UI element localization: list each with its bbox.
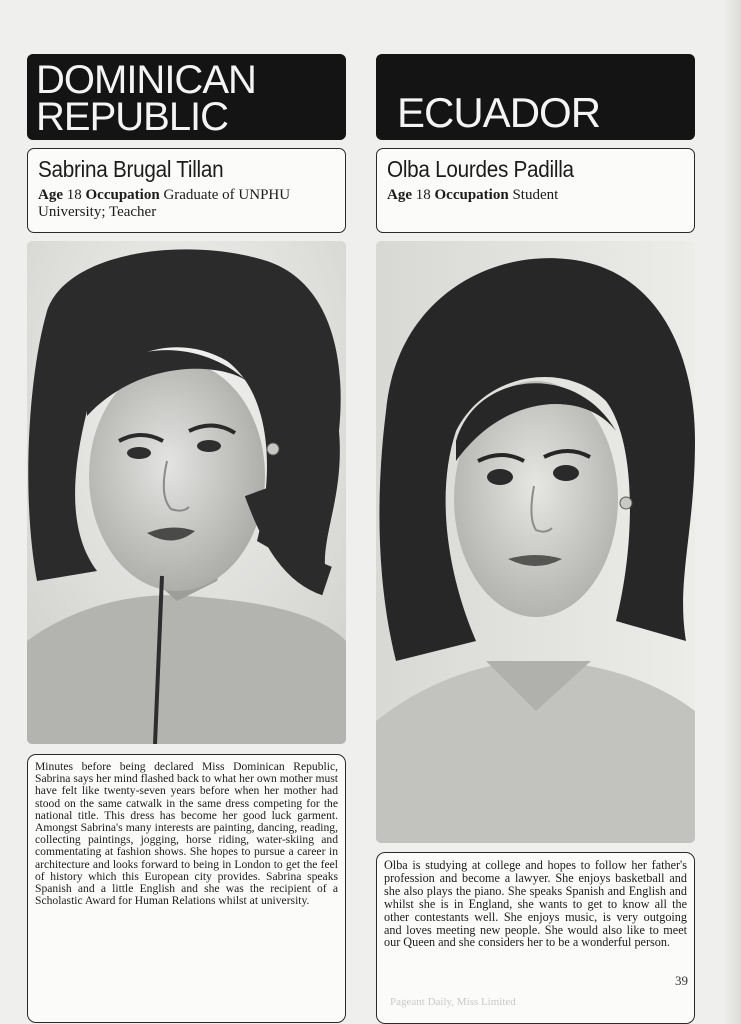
- country-name-line2: REPUBLIC: [36, 95, 229, 139]
- contestant-right: [376, 54, 695, 950]
- page-edge: [723, 0, 741, 1024]
- country-name: ECUADOR: [397, 89, 601, 136]
- age-label: Age: [387, 187, 412, 203]
- contestant-facts: [387, 187, 685, 204]
- country-banner: [27, 54, 346, 140]
- contestant-name: Olba Lourdes Padilla: [387, 156, 574, 182]
- age-value: 18: [66, 187, 82, 203]
- occupation-label: Occupation: [85, 187, 160, 203]
- footer-ghost-text: Pageant Daily, Miss Limited: [390, 996, 516, 1008]
- bio-text-box: [27, 754, 346, 1023]
- contestant-photo: [27, 241, 346, 744]
- name-card: [376, 148, 695, 233]
- country-banner: [376, 54, 695, 140]
- contestant-name: Sabrina Brugal Tillan: [38, 156, 224, 182]
- age-label: Age: [38, 187, 63, 203]
- occupation-label: Occupation: [434, 187, 509, 203]
- contestant-left: [27, 54, 346, 908]
- page-number: 39: [675, 973, 688, 988]
- bio-text: Minutes before being declared Miss Dominican Republic, Sabrina says her mind flashed back to what her own mother must have felt like twenty-seven years before when her mother had stood on the same catwalk in the same dress competing for the national title. This dress has become her good luck garment. Amongst Sabrina's many interests are painting, dancing, reading, collecting paintings, jogging, horse riding, water-skiing and commentating at fashion shows. She hopes to pursue a career in architecture and looks forward to being in London to get the feel of history which this European city provides. Sabrina speaks Spanish and a little English and she was the recipient of a Scholastic Award for Human Relations whilst at university.: [35, 760, 338, 908]
- bio-text: Olba is studying at college and hopes to follow her father's profession and become a lawyer. She enjoys basketball and she also plays the piano. She speaks Spanish and English and whilst she is in England, she wants to get to know all the other contestants well. She enjoys music, is very outgoing and loves meeting new people. She would also like to meet our Queen and she considers her to be a wonderful person.: [384, 858, 687, 950]
- age-value: 18: [415, 187, 431, 203]
- contestant-photo: [376, 241, 695, 843]
- name-card: [27, 148, 346, 233]
- contestant-facts: [38, 187, 336, 221]
- country-name-line1: DOMINICAN: [36, 58, 256, 102]
- occupation-value: Graduate of UNPHU University; Teacher: [38, 187, 291, 220]
- occupation-value: Student: [512, 187, 559, 203]
